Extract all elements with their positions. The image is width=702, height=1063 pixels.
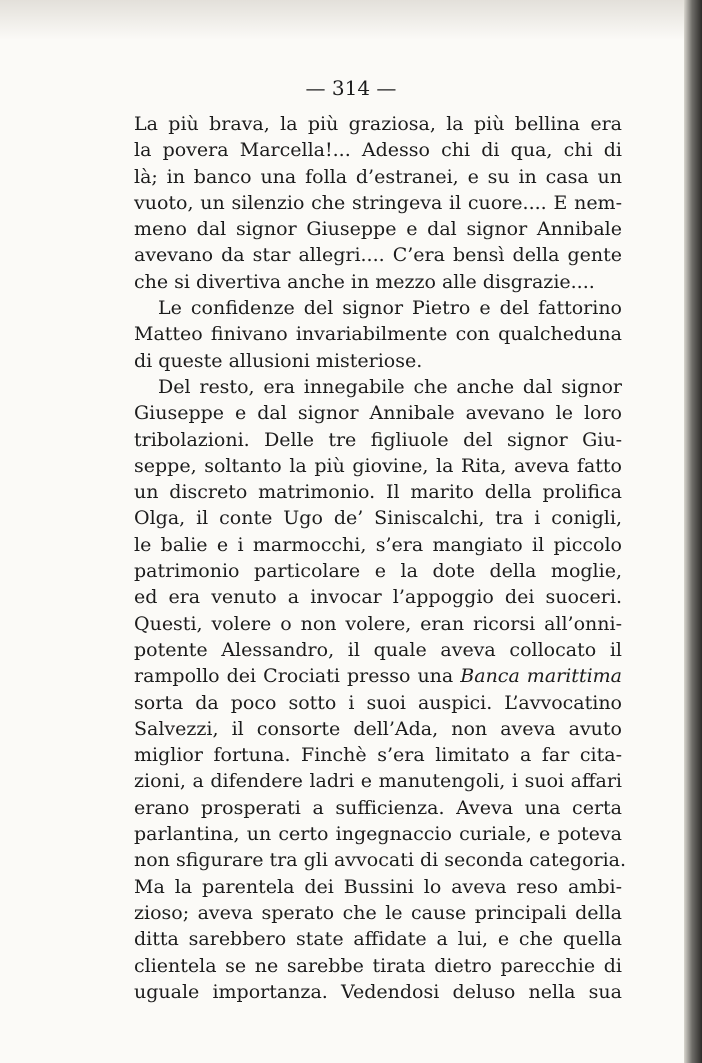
text-line: Olga, il conte Ugo de’ Siniscalchi, tra i conigli, (134, 507, 622, 530)
text-line: Ma la parentela dei Bussini lo aveva reso ambi- (134, 875, 622, 898)
text-line: zioni, a difendere ladri e manutengoli, i suoi affari (134, 770, 622, 793)
text-line: erano prosperati a sufficienza. Aveva una certa (134, 796, 622, 819)
text-line: vuoto, un silenzio che stringeva il cuore.... E nem- (134, 191, 622, 214)
text-line: sorta da poco sotto i suoi auspici. L’avvocatino (134, 691, 622, 714)
body-text (134, 111, 627, 1005)
text-line: La più brava, la più graziosa, la più bellina era (134, 113, 622, 135)
text-line: meno dal signor Giuseppe e dal signor Annibale (134, 218, 622, 241)
text-line: un discreto matrimonio. Il marito della prolifica (134, 481, 622, 504)
page-number: — 314 — (305, 76, 397, 100)
text-line: non sfigurare tra gli avvocati di seconda categoria. (134, 849, 627, 872)
text-line: Giuseppe e dal signor Annibale avevano le loro (134, 402, 622, 425)
text-line: uguale importanza. Vedendosi deluso nella sua (134, 980, 622, 1003)
text-line: là; in banco una folla d’estranei, e su in casa un (134, 165, 622, 188)
text-line: seppe, soltanto la più giovine, la Rita, aveva fatto (134, 454, 622, 477)
text-line: avevano da star allegri.... C’era bensì della gente (134, 244, 622, 267)
text-line (134, 663, 622, 689)
text-line: Le confidenze del signor Pietro e del fattorino (158, 297, 622, 320)
page-top-shading (0, 0, 684, 40)
text-line: zioso; aveva sperato che le cause principali della (134, 901, 622, 924)
text-line: tribolazioni. Delle tre figliuole del signor Giu- (134, 428, 622, 451)
text-line: ed era venuto a invocar l’appoggio dei suoceri. (134, 586, 622, 609)
text-line: la povera Marcella!... Adesso chi di qua, chi di (134, 139, 622, 162)
text-line: le balie e i marmocchi, s’era mangiato il piccolo (134, 533, 622, 556)
text-line: patrimonio particolare e la dote della moglie, (134, 560, 622, 583)
text-line: potente Alessandro, il quale aveva collocato il (134, 638, 622, 661)
text-line: parlantina, un certo ingegnaccio curiale, e poteva (134, 823, 622, 846)
italic-phrase: Banca marittima (460, 665, 622, 688)
text-line: che si divertiva anche in mezzo alle disgrazie.... (134, 270, 595, 293)
book-binding-edge (684, 0, 702, 1063)
text-line: Del resto, era innegabile che anche dal signor (158, 375, 622, 398)
text-line: ditta sarebbero state affidate a lui, e che quella (134, 928, 622, 951)
text-line: clientela se ne sarebbe tirata dietro parecchie di (134, 954, 622, 977)
text-line: miglior fortuna. Finchè s’era limitato a far cita- (134, 744, 622, 767)
text-line: di queste allusioni misteriose. (134, 349, 423, 372)
text-line: Salvezzi, il consorte dell’Ada, non aveva avuto (134, 717, 622, 740)
text-line-segment: rampollo dei Crociati presso una (134, 665, 461, 688)
text-line: Matteo finivano invariabilmente con qualcheduna (134, 323, 622, 346)
text-line: Questi, volere o non volere, eran ricorsi all’onni- (134, 612, 622, 635)
